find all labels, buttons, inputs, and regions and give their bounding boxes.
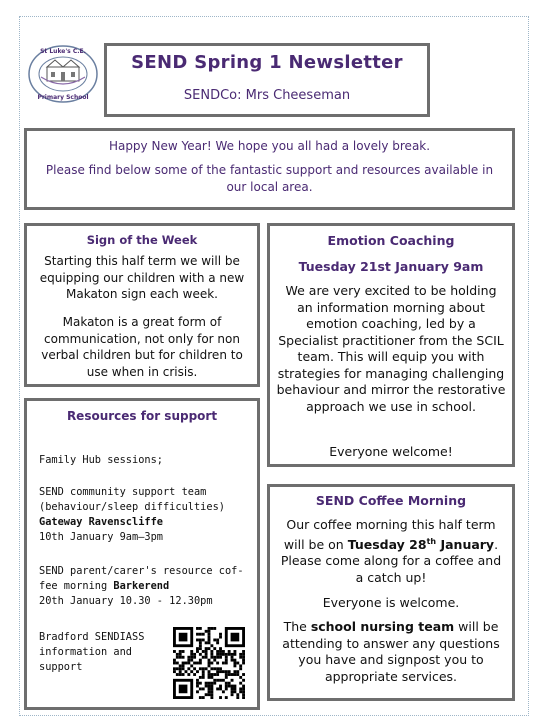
nursing-team-text: The school nursing team will be attending to answer any questions you have and signpost you to appropriate services. bbox=[282, 619, 500, 684]
logo-text-bottom: Primary School bbox=[37, 94, 89, 101]
community-support-item bbox=[39, 485, 225, 545]
parent-place: Barkerend bbox=[113, 580, 170, 592]
school-logo bbox=[27, 43, 99, 105]
coffee-date: Tuesday 28th January bbox=[347, 536, 495, 552]
intro-greeting: Happy New Year! We hope you all had a lovely break. bbox=[108, 139, 431, 153]
emotion-coaching-heading: Emotion Coaching bbox=[327, 233, 455, 248]
coffee-morning-text bbox=[276, 517, 506, 586]
sendco-name: SENDCo: Mrs Cheeseman bbox=[183, 88, 351, 103]
family-hub-label: Family Hub sessions; bbox=[39, 454, 163, 466]
intro-box bbox=[24, 128, 515, 210]
parent-carer-item bbox=[39, 564, 244, 609]
logo-text-top: St Luke's C.E. bbox=[40, 48, 86, 55]
coffee-morning-box bbox=[267, 484, 515, 701]
emotion-coaching-welcome: Everyone welcome! bbox=[329, 444, 453, 459]
resources-box bbox=[24, 398, 260, 710]
emotion-coaching-box bbox=[267, 223, 515, 467]
title-box bbox=[104, 43, 430, 117]
intro-description: Please find below some of the fantastic support and resources available in our local area. bbox=[45, 163, 494, 194]
sign-of-week-box bbox=[24, 223, 260, 387]
community-place: Gateway Ravenscliffe bbox=[39, 516, 163, 528]
qr-code[interactable] bbox=[173, 627, 245, 699]
community-time: 10th January 9am—3pm bbox=[39, 531, 163, 543]
community-line-2: (behaviour/sleep difficulties) bbox=[39, 501, 225, 513]
sign-of-week-text-1: Starting this half term we will be equipping our children with a new Makaton sign each week. bbox=[39, 254, 245, 301]
coffee-text-b: . Please come along for a coffee and a catch up! bbox=[280, 536, 502, 585]
emotion-coaching-date: Tuesday 21st January 9am bbox=[298, 259, 484, 274]
nursing-team: school nursing team bbox=[310, 619, 455, 634]
parent-time: 20th January 10.30 - 12.30pm bbox=[39, 595, 213, 607]
sign-of-week-heading: Sign of the Week bbox=[86, 233, 198, 247]
community-line-1: SEND community support team bbox=[39, 486, 207, 498]
sign-of-week-text-2: Makaton is a great form of communication, not only for non verbal children but for children to use when in crisis. bbox=[41, 315, 243, 379]
parent-line-1: SEND parent/carer's resource cof- bbox=[39, 565, 244, 577]
emotion-coaching-text: We are very excited to be holding an information morning about emotion coaching, led by a Specialist practitioner from the SCIL team. This will equip you with strategies for managing challenging behaviour and mirror the restorative approach we use in school. bbox=[276, 283, 506, 414]
coffee-morning-heading: SEND Coffee Morning bbox=[315, 493, 467, 508]
coffee-text-a: Our coffee morning this half term will be on bbox=[283, 517, 496, 552]
resources-heading: Resources for support bbox=[66, 409, 218, 423]
coffee-morning-welcome: Everyone is welcome. bbox=[322, 595, 460, 610]
sendiass-text: Bradford SENDIASS information and support bbox=[39, 631, 145, 673]
newsletter-title: SEND Spring 1 Newsletter bbox=[131, 52, 403, 73]
parent-line-2: fee morning bbox=[39, 580, 108, 592]
